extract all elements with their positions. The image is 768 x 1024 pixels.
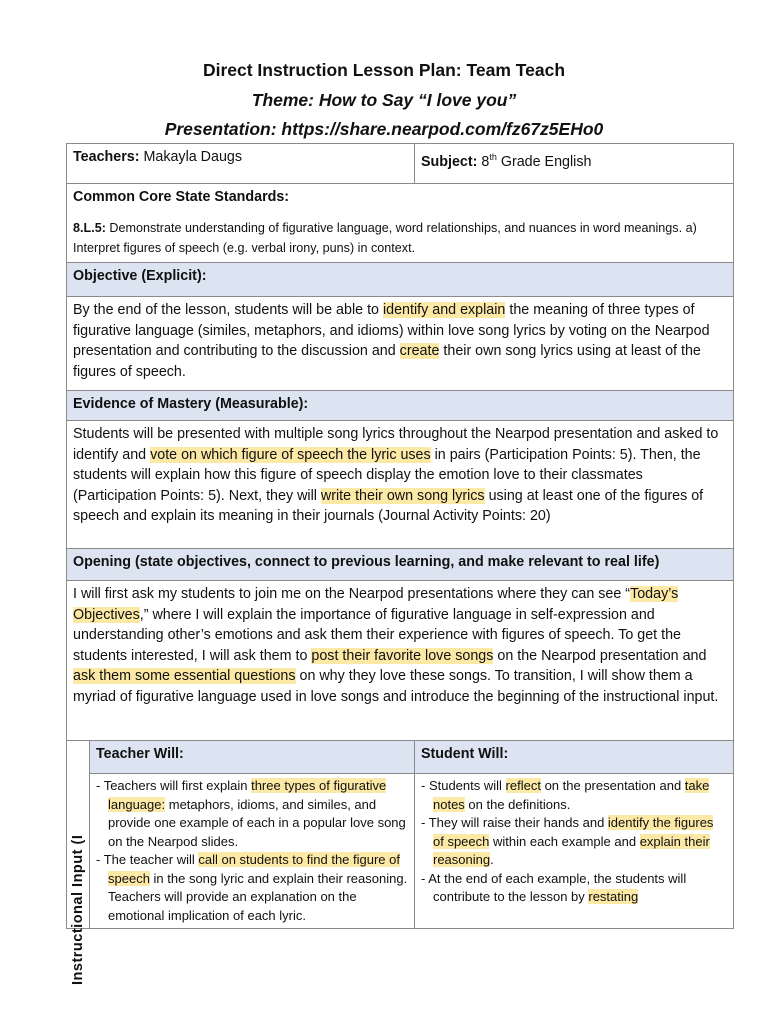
text-segment: - Students will (421, 778, 506, 793)
text-segment: metaphors, idioms, and similes, and provide one example of each in a popular love song on the Nearpod slides. (108, 796, 406, 849)
text-segment: in the song lyric and explain their reasoning. Teachers will provide an explanation on the emotional implication of each lyric. (108, 870, 408, 923)
document-title: Direct Instruction Lesson Plan: Team Teach (202, 60, 566, 80)
highlighted-text: ask them some essential questions (73, 668, 296, 684)
highlighted-text: create (399, 343, 440, 359)
text-segment: on the presentation and (540, 778, 685, 793)
evidence-body (67, 421, 734, 549)
highlighted-text: vote on which figure of speech the lyric uses (150, 446, 431, 463)
lesson-plan-table (66, 143, 734, 985)
subject-superscript: th (489, 152, 497, 162)
ccss-cell (67, 184, 734, 263)
text-segment: . (490, 852, 494, 867)
opening-header: Opening (state objectives, connect to previous learning, and make relevant to real life) (67, 549, 734, 581)
highlighted-text: reflect (505, 778, 541, 793)
text-segment: By the end of the lesson, students will be able to (73, 302, 383, 318)
text-segment: I will first ask my students to join me on the Nearpod presentations where they can see “ (73, 586, 631, 602)
teachers-cell (67, 144, 415, 184)
objective-header: Objective (Explicit): (67, 263, 734, 297)
subject-label: Subject: (421, 153, 478, 170)
theme-heading: Theme: How to Say “I love you” (251, 90, 517, 110)
highlighted-text: identify and explain (382, 302, 506, 318)
text-segment: - Teachers will first explain (96, 778, 252, 793)
text-segment: - They will raise their hands and (421, 815, 608, 830)
teachers-value: Makayla Daugs (139, 149, 243, 165)
highlighted-text: call on students to find the figure of speech (108, 852, 400, 886)
subject-cell (415, 144, 734, 184)
teacher-will-body (90, 774, 415, 929)
student-will-body (415, 774, 734, 929)
subject-value: Grade English (496, 153, 592, 170)
teachers-label: Teachers: (73, 149, 140, 165)
subject-grade: 8 (477, 153, 490, 170)
highlighted-text: restating (588, 889, 639, 904)
text-segment: on the Nearpod presentation and (493, 647, 707, 664)
list-item (421, 814, 727, 870)
highlighted-text: write their own song lyrics (320, 487, 485, 504)
highlighted-text: post their favorite love songs (311, 647, 494, 664)
student-will-header: Student Will: (415, 741, 734, 774)
highlighted-text: identify the figures of speech (433, 815, 714, 849)
text-segment: - At the end of each example, the students will contribute to the lesson by (421, 870, 687, 904)
highlighted-text: Today’s Objectives (73, 586, 679, 623)
opening-body (67, 581, 734, 741)
text-segment: their own song lyrics using at least of the figures of speech. (73, 343, 701, 380)
text-segment: - The teacher will (96, 852, 199, 867)
highlighted-text: take notes (433, 778, 710, 812)
evidence-header: Evidence of Mastery (Measurable): (67, 391, 734, 421)
instructional-input-label: Instructional Input (I (70, 834, 86, 985)
text-segment: using at least one of the figures of speech and explain its meaning in their journals (Journal Activity Points: 20) (73, 487, 704, 524)
objective-body (67, 297, 734, 391)
list-item (96, 777, 408, 851)
ccss-label: Common Core State Standards: (73, 189, 290, 205)
teacher-will-header: Teacher Will: (90, 741, 415, 774)
ccss-code: 8.L.5: (73, 220, 106, 235)
text-segment: Students will be presented with multiple song lyrics throughout the Nearpod presentation and asked to identify and (73, 426, 719, 463)
highlighted-text: three types of figurative language: (108, 778, 387, 812)
text-segment: on why they love these songs. To transition, I will show them a myriad of figurative language used in love songs and introduce the beginning of the instructional input. (73, 668, 719, 705)
list-item (421, 870, 727, 907)
ccss-text: Demonstrate understanding of figurative language, word relationships, and nuances in word meanings. a) Interpret figures of speech (e.g. verbal irony, puns) in context. (73, 220, 697, 255)
instructional-input-label-cell (67, 741, 90, 985)
text-segment: on the definitions. (464, 796, 571, 812)
list-item (421, 777, 727, 814)
text-segment: ,” where I will explain the importance of figurative language in self-expression and understanding other’s emotions and ask them their experience with figures of speech. To get the students interested, I will ask them to (73, 606, 681, 664)
list-item (96, 851, 408, 925)
highlighted-text: explain their reasoning (433, 833, 710, 867)
presentation-link[interactable]: Presentation: https://share.nearpod.com/fz67z5EHo0 (164, 119, 604, 139)
text-segment: in pairs (Participation Points: 5). Then, the students will explain how this figure of speech display the emotion love to their classmates (Participation Points: 5). Next, they will (73, 446, 701, 504)
text-segment: the meaning of three types of figurative language (similes, metaphors, and idioms) within love song lyrics by voting on the Nearpod presentation and contributing to the discussion and (73, 302, 710, 359)
text-segment: within each example and (489, 833, 640, 849)
